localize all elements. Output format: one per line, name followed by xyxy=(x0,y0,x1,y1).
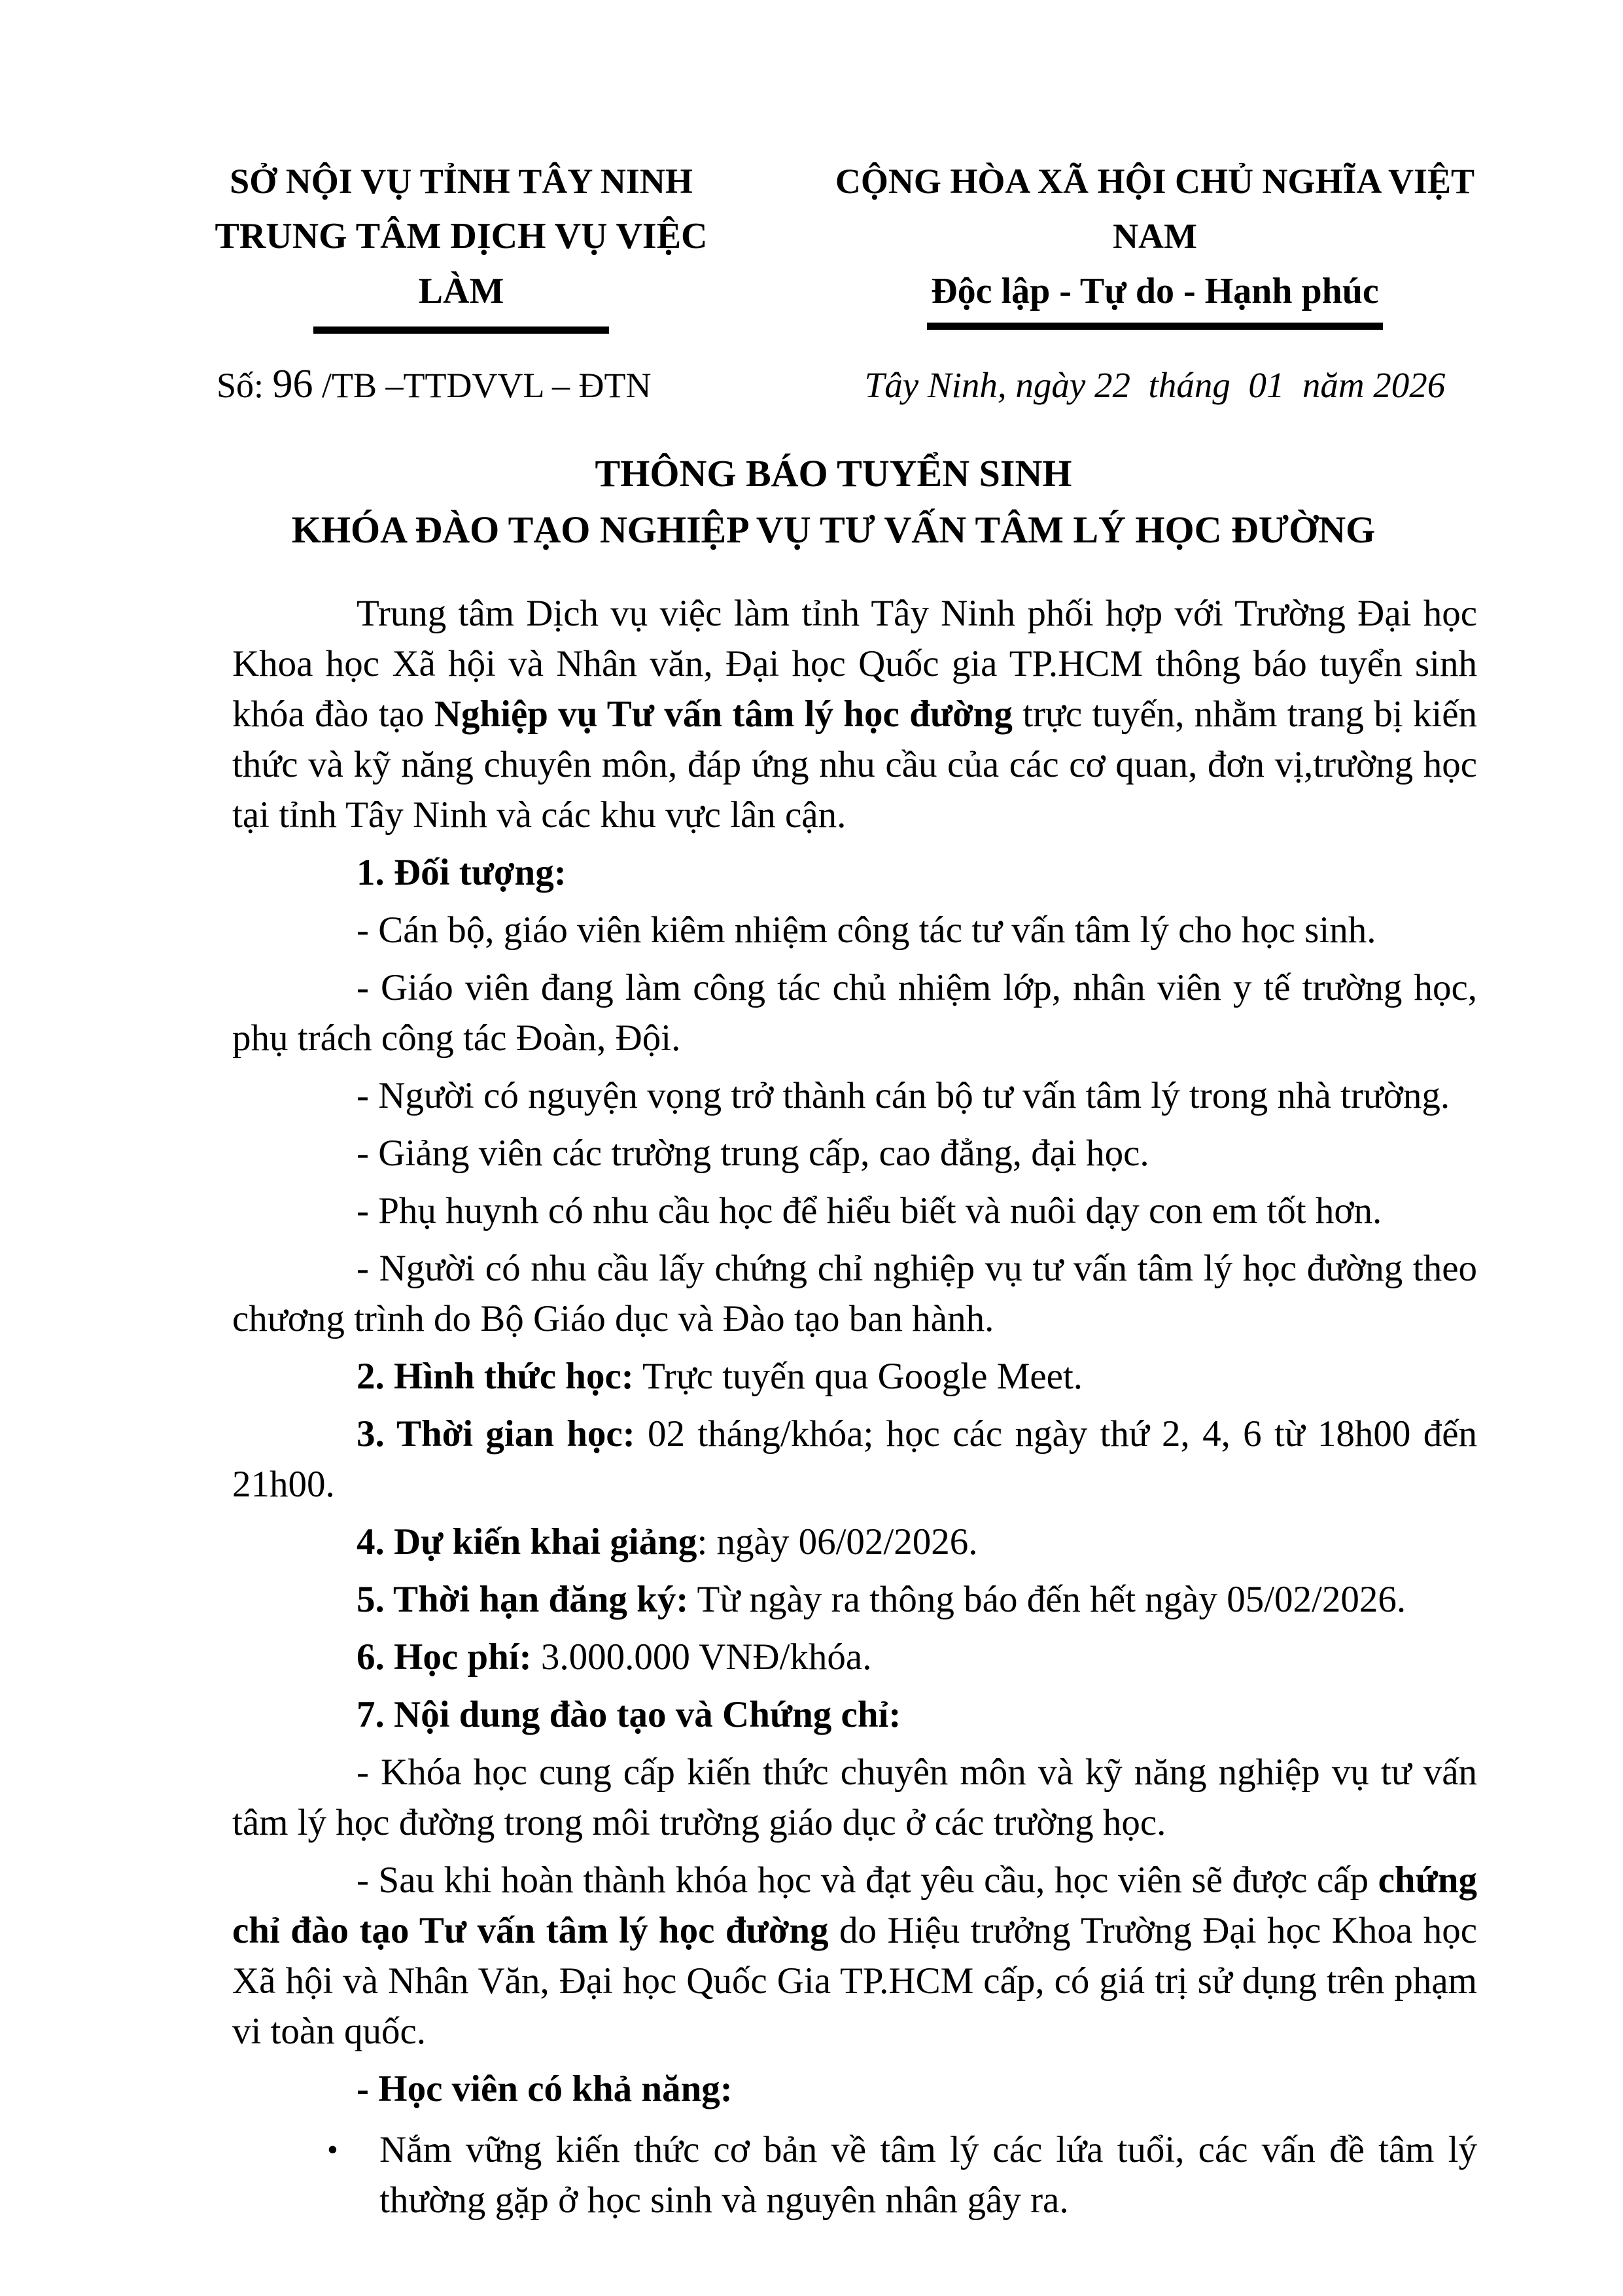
paragraph xyxy=(232,2064,1477,2114)
bold-text-run: 2. Hình thức học: xyxy=(357,1356,634,1397)
document-body xyxy=(232,588,1477,2225)
document-title xyxy=(173,446,1493,558)
text-run: 02 tháng/khóa; học các ngày thứ 2, 4, 6 từ 18h00 đến 21h00. xyxy=(232,1413,1477,1505)
document-number-prefix: Số: xyxy=(217,366,273,405)
paragraph xyxy=(232,1632,1477,1682)
text-run: - Người có nhu cầu lấy chứng chỉ nghiệp vụ tư vấn tâm lý học đường theo chương trình do Bộ Giáo dục và Đào tạo ban hành. xyxy=(232,1248,1477,1339)
national-motto-line2: Độc lập - Tự do - Hạnh phúc xyxy=(927,268,1383,330)
paragraph xyxy=(232,847,1477,898)
paragraph xyxy=(232,1351,1477,1402)
national-header-block xyxy=(816,154,1493,330)
place-date-line: Tây Ninh, ngày 22 tháng 01 năm 2026 xyxy=(864,365,1446,405)
text-run: : ngày 06/02/2026. xyxy=(697,1521,978,1563)
paragraph xyxy=(232,588,1477,840)
bold-text-run: - Học viên có khả năng: xyxy=(357,2068,733,2110)
bullet-text xyxy=(379,2125,1477,2225)
document-title-line1: THÔNG BÁO TUYỂN SINH xyxy=(595,452,1072,495)
text-run: Trực tuyến qua Google Meet. xyxy=(633,1356,1083,1397)
bold-text-run: 5. Thời hạn đăng ký: xyxy=(357,1579,689,1620)
paragraph xyxy=(232,1747,1477,1848)
text-run: - Sau khi hoàn thành khóa học và đạt yêu cầu, học viên sẽ được cấp xyxy=(357,1860,1378,1901)
issuing-org-block xyxy=(173,154,749,334)
document-number-suffix: /TB –TTDVVL – ĐTN xyxy=(313,366,652,405)
org-underline-rule xyxy=(313,327,609,334)
text-run: - Giảng viên các trường trung cấp, cao đẳng, đại học. xyxy=(357,1133,1149,1174)
reference-row xyxy=(173,361,1493,408)
bold-text-run: 4. Dự kiến khai giảng xyxy=(357,1521,697,1563)
bold-text-run: Nghiệp vụ Tư vấn tâm lý học đường xyxy=(434,694,1013,735)
paragraph xyxy=(232,905,1477,955)
paragraph xyxy=(232,1186,1477,1236)
national-motto-line1: CỘNG HÒA XÃ HỘI CHỦ NGHĨA VIỆT NAM xyxy=(835,162,1475,256)
document-number xyxy=(173,361,749,408)
paragraph xyxy=(232,1574,1477,1625)
paragraph xyxy=(232,963,1477,1063)
bullet-item xyxy=(327,2125,1477,2225)
bold-text-run: chứng chỉ đào tạo Tư vấn tâm lý học đường xyxy=(232,1860,1477,1951)
document-title-line2: KHÓA ĐÀO TẠO NGHIỆP VỤ TƯ VẤN TÂM LÝ HỌC ĐƯỜNG xyxy=(291,508,1376,551)
paragraph xyxy=(232,1070,1477,1121)
bullet-marker-icon: • xyxy=(327,2132,338,2167)
paragraph xyxy=(232,1409,1477,1510)
bold-text-run: 1. Đối tượng: xyxy=(357,852,567,893)
paragraph xyxy=(232,1689,1477,1740)
bold-text-run: 6. Học phí: xyxy=(357,1636,532,1678)
text-run: do Hiệu trưởng Trường Đại học Khoa học Xã hội và Nhân Văn, Đại học Quốc Gia TP.HCM cấp, có giá trị sử dụng trên phạm vi toàn quốc. xyxy=(232,1910,1477,2052)
text-run: - Cán bộ, giáo viên kiêm nhiệm công tác tư vấn tâm lý cho học sinh. xyxy=(357,910,1376,951)
bold-text-run: 3. Thời gian học: xyxy=(357,1413,635,1455)
paragraph xyxy=(232,1517,1477,1567)
issuing-org-parent: SỞ NỘI VỤ TỈNH TÂY NINH xyxy=(230,162,693,201)
text-run: trực tuyến, nhằm trang bị kiến thức và kỹ năng chuyên môn, đáp ứng nhu cầu của các cơ quan, đơn vị,trường học tại tỉnh Tây Ninh và các khu vực lân cận. xyxy=(232,694,1478,836)
bold-text-run: 7. Nội dung đào tạo và Chứng chỉ: xyxy=(357,1694,901,1735)
issuing-org-name: TRUNG TÂM DỊCH VỤ VIỆC LÀM xyxy=(215,216,708,311)
text-run: - Phụ huynh có nhu cầu học để hiểu biết và nuôi dạy con em tốt hơn. xyxy=(357,1190,1382,1231)
text-run: Nắm vững kiến thức cơ bản về tâm lý các lứa tuổi, các vấn đề tâm lý thường gặp ở học sinh và nguyên nhân gây ra. xyxy=(379,2129,1477,2221)
text-run: Từ ngày ra thông báo đến hết ngày 05/02/2026. xyxy=(688,1579,1406,1620)
text-run: 3.000.000 VNĐ/khóa. xyxy=(531,1636,872,1678)
text-run: - Người có nguyện vọng trở thành cán bộ tư vấn tâm lý trong nhà trường. xyxy=(357,1075,1450,1116)
text-run: Trung tâm Dịch vụ việc làm tỉnh Tây Ninh phối hợp với Trường Đại học Khoa học Xã hội và Nhân văn, Đại học Quốc gia TP.HCM thông báo tuyển sinh khóa đào tạo xyxy=(232,593,1477,735)
document-number-value: 96 xyxy=(272,362,313,406)
paragraph xyxy=(232,1128,1477,1178)
paragraph xyxy=(232,1855,1477,2057)
text-run: - Giáo viên đang làm công tác chủ nhiệm lớp, nhân viên y tế trường học, phụ trách công tác Đoàn, Đội. xyxy=(232,967,1477,1059)
text-run: - Khóa học cung cấp kiến thức chuyên môn và kỹ năng nghiệp vụ tư vấn tâm lý học đường trong môi trường giáo dục ở các trường học. xyxy=(232,1752,1477,1843)
paragraph xyxy=(232,1243,1477,1344)
document-header xyxy=(173,154,1493,334)
